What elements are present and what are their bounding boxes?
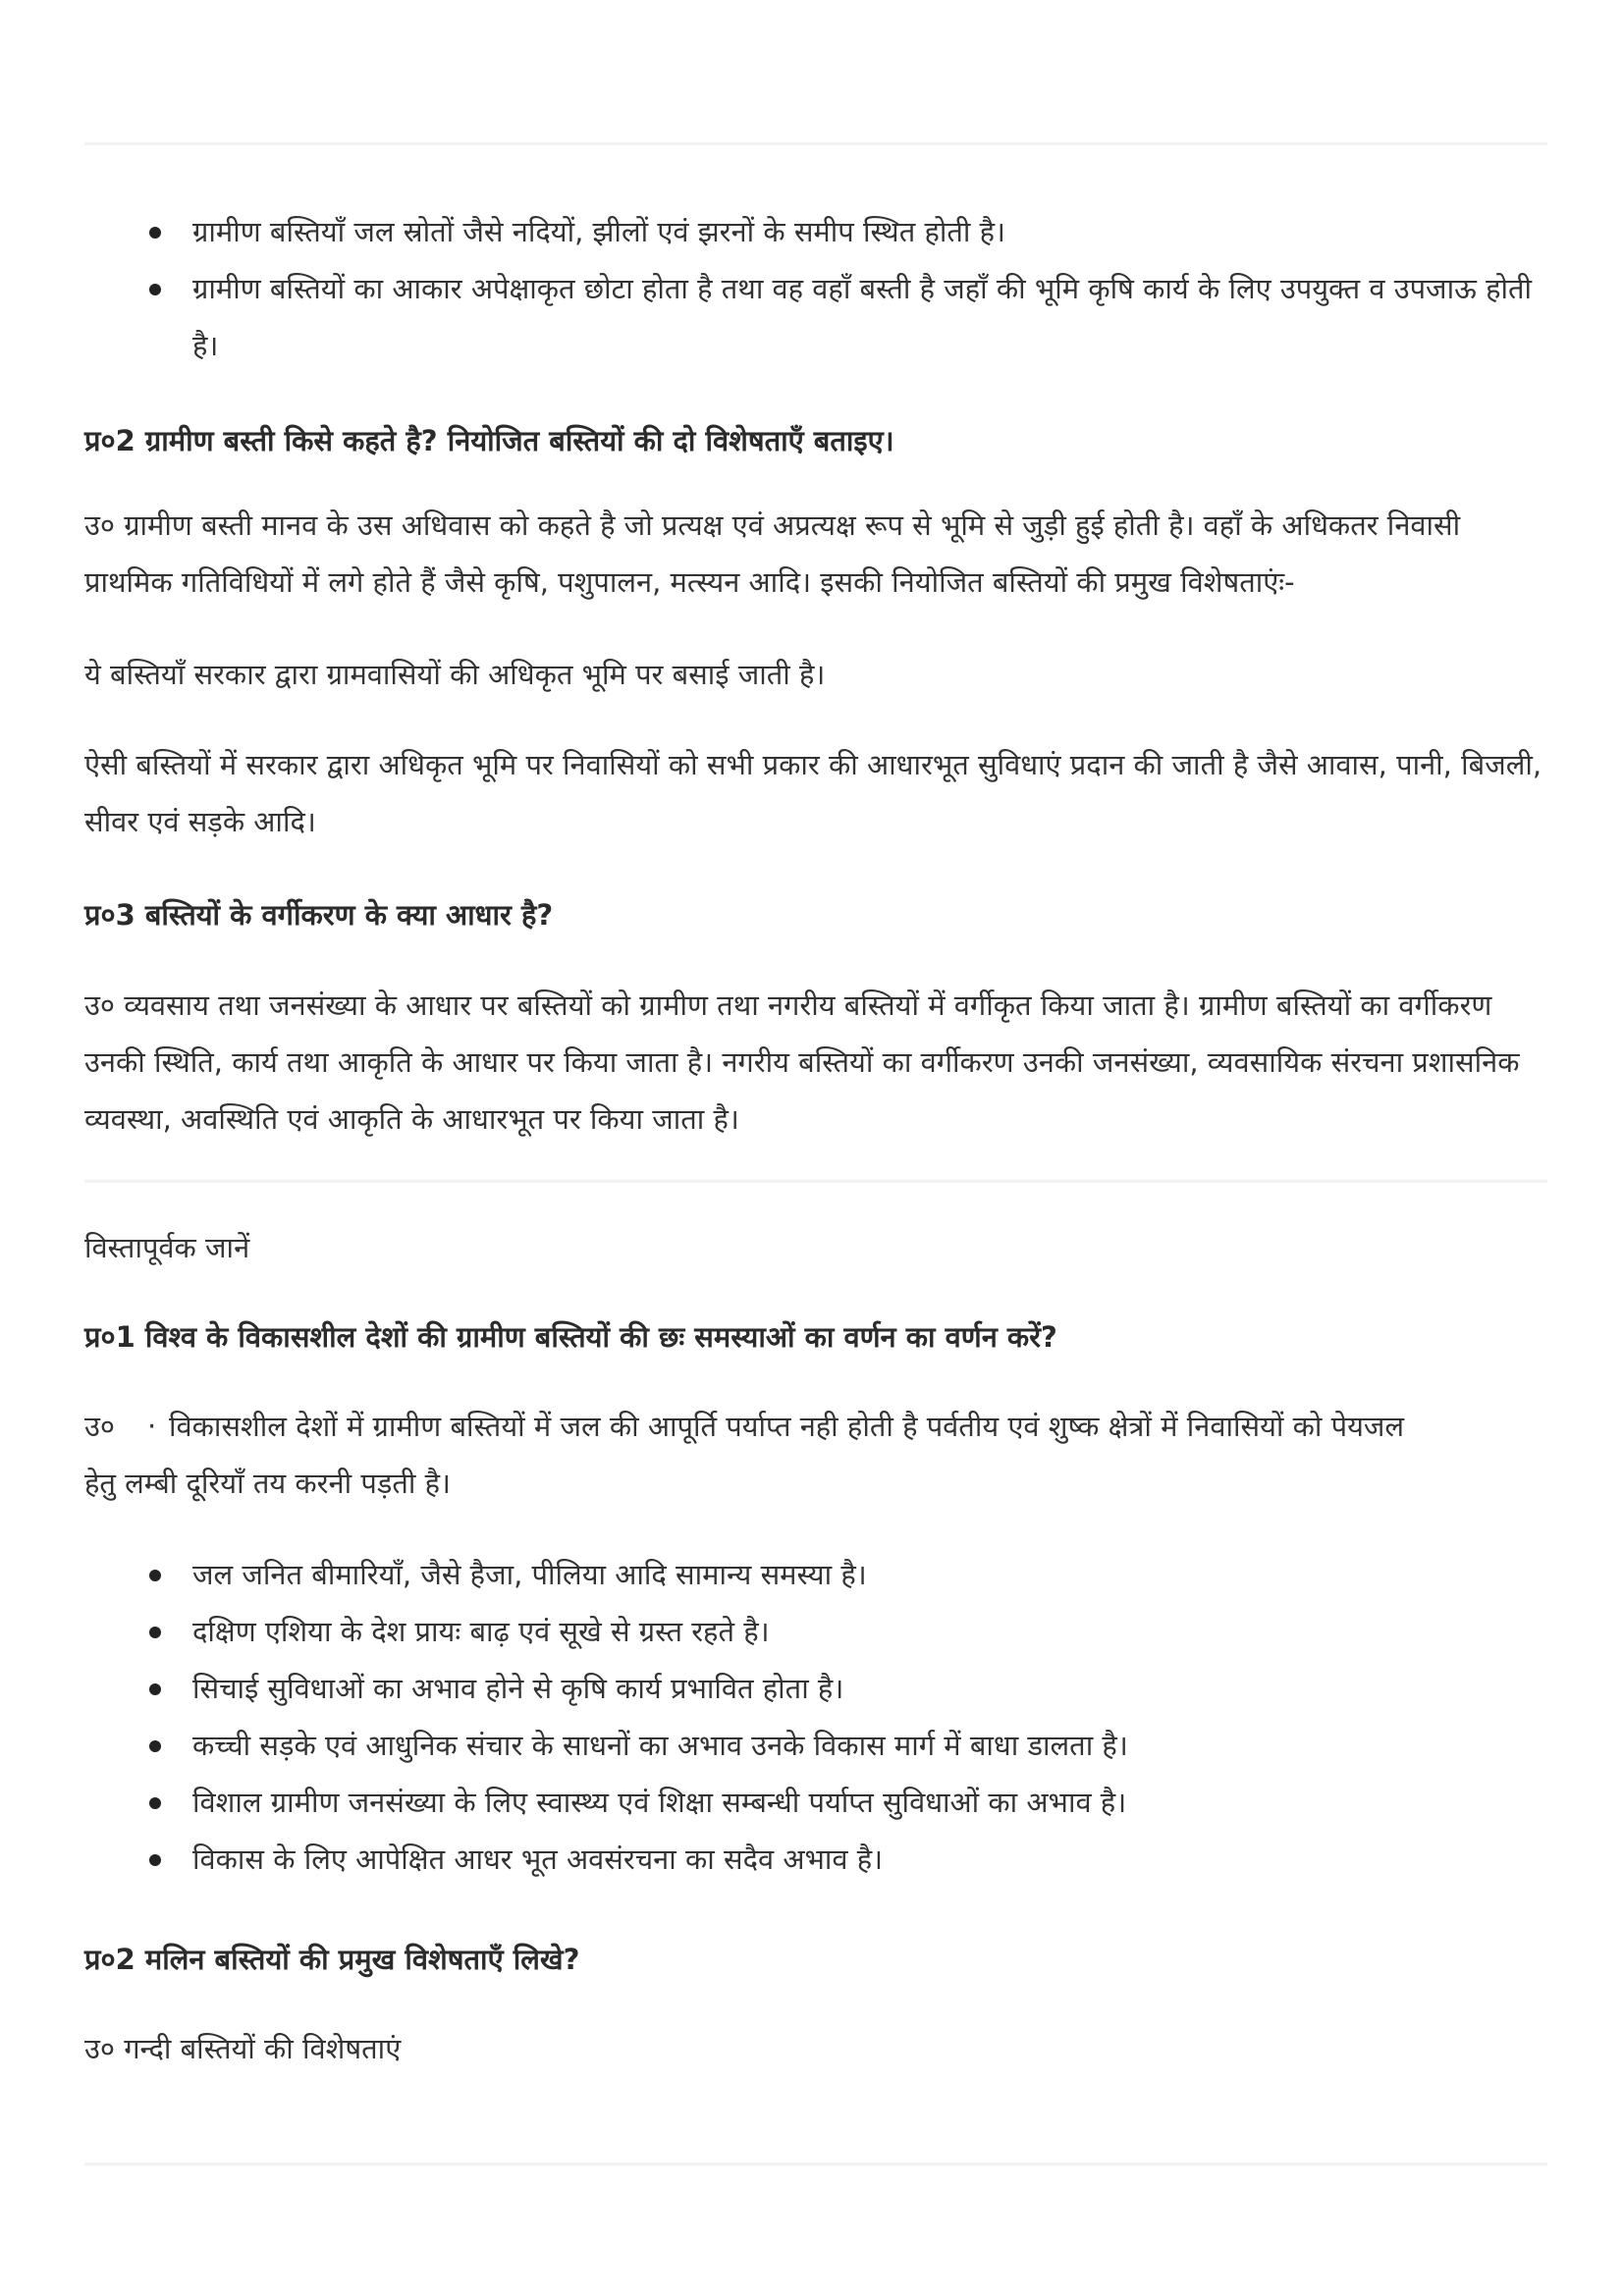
- list-item: [84, 1774, 1547, 1831]
- list-item: [84, 1831, 1547, 1888]
- list-item: [84, 1603, 1547, 1660]
- list-item-text: ग्रामीण बस्तियाँ जल स्रोतों जैसे नदियों, झीलों एवं झरनों के समीप स्थित होती है।: [192, 215, 1006, 248]
- long-question-2-answer: उ० गन्दी बस्तियों की विशेषताएं: [84, 2032, 402, 2065]
- list-item: [84, 1546, 1547, 1603]
- answer-marker: उ०: [84, 1410, 115, 1443]
- list-item-text: ग्रामीण बस्तियों का आकार अपेक्षाकृत छोटा होता है तथा वह वहाँ बस्ती है जहाँ की भूमि कृषि कार्य के लिए उपयुक्त व उपजाऊ होती है।: [192, 272, 1533, 362]
- answer-line: [84, 1398, 1547, 1455]
- question-2-point-2: ऐसी बस्तियों में सरकार द्वारा अधिकृत भूमि पर निवासियों को सभी प्रकार की आधारभूत सुविधाएं प्रदान की जाती है जैसे आवास, पानी, बिजली, सीवर एवं सड़के आदि।: [84, 748, 1542, 838]
- list-item-text: विशाल ग्रामीण जनसंख्या के लिए स्वास्थ्य एवं शिक्षा सम्बन्धी पर्याप्त सुविधाओं का अभाव है।: [192, 1786, 1127, 1819]
- long-question-1-answer: [84, 1398, 1547, 1512]
- list-item-text: सिचाई सुविधाओं का अभाव होने से कृषि कार्य प्रभावित होता है।: [192, 1672, 844, 1705]
- problems-list: [84, 1546, 1547, 1888]
- bullet-dot-icon: [149, 1627, 161, 1638]
- bullet-dot-icon: [149, 1740, 161, 1752]
- list-item-text: दक्षिण एशिया के देश प्रायः बाढ़ एवं सूखे से ग्रस्त रहते है।: [192, 1615, 770, 1648]
- list-item: [84, 1717, 1547, 1774]
- bullet-dot-icon: [149, 1797, 161, 1809]
- list-item: [84, 1660, 1547, 1717]
- bullet-dot-icon: [149, 1854, 161, 1866]
- answer-text: विकासशील देशों में ग्रामीण बस्तियों में जल की आपूर्ति पर्याप्त नही होती है पर्वतीय एवं शुष्क क्षेत्रों में निवासियों को पेयजल: [169, 1410, 1405, 1443]
- question-2-point-1: ये बस्तियाँ सरकार द्वारा ग्रामवासियों की अधिकृत भूमि पर बसाई जाती है।: [84, 658, 826, 691]
- question-2-answer: उ० ग्रामीण बस्ती मानव के उस अधिवास को कहते है जो प्रत्यक्ष एवं अप्रत्यक्ष रूप से भूमि से जुड़ी हुई होती है। वहाँ के अधिकतर निवासी प्राथमिक गतिविधियों में लगे होते हैं जैसे कृषि, पशुपालन, मत्स्यन आदि। इसकी नियोजित बस्तियों की प्रमुख विशेषताएंः-: [84, 508, 1461, 599]
- bullet-dot-icon: [149, 284, 161, 295]
- list-item-text: जल जनित बीमारियाँ, जैसे हैजा, पीलिया आदि सामान्य समस्या है।: [192, 1558, 867, 1591]
- list-item-text: कच्ची सड़के एवं आधुनिक संचार के साधनों का अभाव उनके विकास मार्ग में बाधा डालता है।: [192, 1729, 1128, 1762]
- rural-settlement-bullets: [84, 203, 1547, 374]
- bullet-dot-icon: [149, 1683, 161, 1695]
- list-item-text: विकास के लिए आपेक्षित आधर भूत अवसंरचना का सदैव अभाव है।: [192, 1842, 884, 1876]
- question-2-heading: प्र०2 ग्रामीण बस्ती किसे कहते है? नियोजित बस्तियों की दो विशेषताएँ बताइए।: [84, 424, 894, 457]
- bottom-divider: [84, 2163, 1547, 2165]
- list-item: [84, 260, 1547, 374]
- top-divider: [84, 142, 1547, 145]
- list-item: [84, 203, 1547, 260]
- section-divider: [84, 1180, 1547, 1183]
- answer-line: हेतु लम्बी दूरियाँ तय करनी पड़ती है।: [84, 1467, 452, 1500]
- question-3-heading: प्र०3 बस्तियों के वर्गीकरण के क्या आधार है?: [84, 898, 554, 932]
- long-question-2-heading: प्र०2 मलिन बस्तियों की प्रमुख विशेषताएँ लिखे?: [84, 1943, 580, 1976]
- question-3-answer: उ० व्यवसाय तथा जनसंख्या के आधार पर बस्तियों को ग्रामीण तथा नगरीय बस्तियों में वर्गीकृत किया जाता है। ग्रामीण बस्तियों का वर्गीकरण उनकी स्थिति, कार्य तथा आकृति के आधार पर किया जाता है। नगरीय बस्तियों का वर्गीकरण उनकी जनसंख्या, व्यवसायिक संरचना प्रशासनिक व्यवस्था, अवस्थिति एवं आकृति के आधारभूत पर किया जाता है।: [84, 988, 1520, 1136]
- bullet-dot-icon: [149, 227, 161, 239]
- section-title: विस्तापूर्वक जानें: [84, 1231, 250, 1264]
- answer-dot: ·: [147, 1410, 157, 1443]
- long-question-1-heading: प्र०1 विश्व के विकासशील देशों की ग्रामीण बस्तियों की छः समस्याओं का वर्णन का वर्णन करें?: [84, 1320, 1057, 1354]
- bullet-dot-icon: [149, 1570, 161, 1581]
